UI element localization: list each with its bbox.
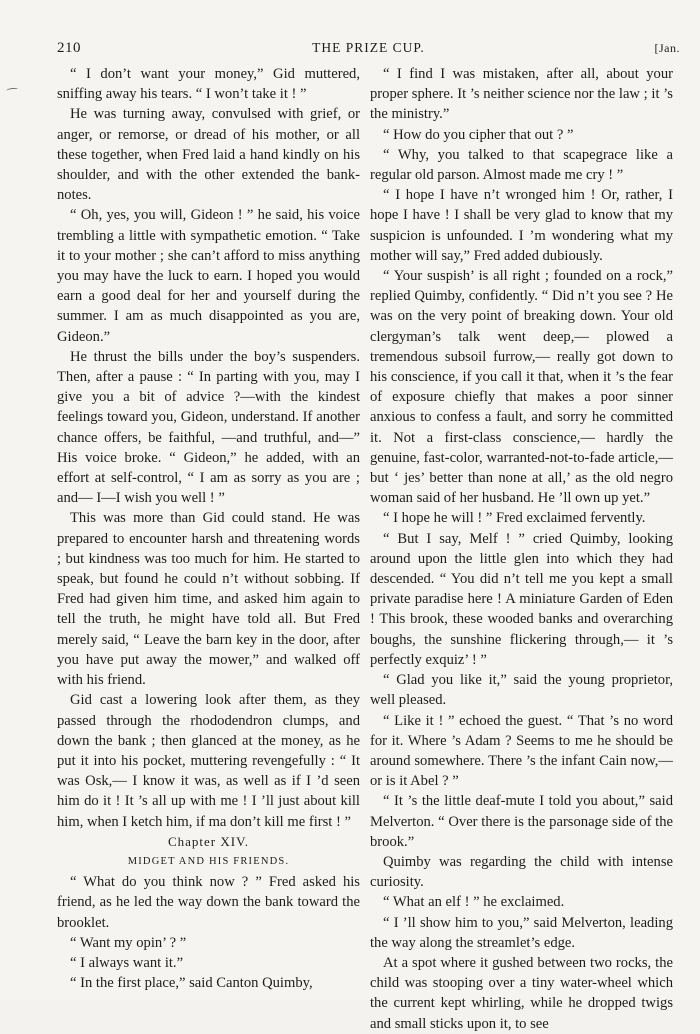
paragraph: “ Why, you talked to that scapegrace like a regular old parson. Almost made me cry ! ” (370, 146, 673, 184)
paragraph: “ Oh, yes, you will, Gideon ! ” he said, his voice trembling a little with sympathetic emotion. “ Take it to your mother ; she can’t afford to miss anything you may have the luck to earn. I hoped you would earn a good deal for her and yourself during the summer. I am as much disappointed as you are, Gideon.” (57, 207, 360, 345)
paragraph: At a spot where it gushed between two rocks, the child was stooping over a tiny water-wheel which the current kept whirling, while he dropped twigs and small sticks upon it, to see (370, 954, 673, 1032)
left-column (57, 64, 360, 993)
paragraph: “ What an elf ! ” he exclaimed. (383, 894, 565, 911)
paragraph: “ I hope I have n’t wronged him ! Or, rather, I hope I have ! I shall be very glad to know that my suspicion is unfounded. I ’m wondering what my mother will say,” Fred added dubiously. (370, 187, 673, 264)
paragraph: Gid cast a lowering look after them, as they passed through the rhododendron clumps, and down the bank ; then glanced at the money, as he put it into his pocket, muttering revengefully : “ It was Osk,— I know it was, as well as if I ’d seen him do it ! It ’s all up with me ! I ’ll just about kill him, when I ketch him, if ma don’t kill me first ! ” (57, 692, 360, 830)
paragraph: “ But I say, Melf ! ” cried Quimby, looking around upon the little glen into which they had descended. “ You did n’t tell me you kept a small private paradise here ! A miniature Garden of Eden ! This brook, these wooded banks and overarching boughs, the sunshine flickering through,— it ’s perfectly exquiz’ ! ” (370, 530, 673, 668)
paragraph: “ How do you cipher that out ? ” (383, 126, 574, 143)
page-number: 210 (57, 40, 81, 56)
paragraph: He was turning away, convulsed with grief, or anger, or remorse, or dread of his mother, or all these together, when Fred laid a hand kindly on his shoulder, and with the other extended the bank-notes. (57, 106, 360, 204)
margin-pencil-mark (6, 87, 18, 93)
paragraph: “ In the first place,” said Canton Quimby, (70, 975, 313, 992)
paragraph: “ Glad you like it,” said the young proprietor, well pleased. (370, 672, 673, 709)
running-title: THE PRIZE CUP. (312, 40, 425, 55)
paragraph: He thrust the bills under the boy’s suspenders. Then, after a pause : “ In parting with you, may I give you a bit of advice ?—with the kindest feelings toward you, Gideon, understand. If another chance offers, be faithful, —and truthful, and—” His voice broke. “ Gideon,” he added, with an effort at self-control, “ I am as sorry as you are ; and— I—I wish you well ! ” (57, 348, 360, 507)
running-month: [Jan. (654, 41, 680, 55)
paragraph: “ It ’s the little deaf-mute I told you about,” said Melverton. “ Over there is the parsonage side of the brook.” (370, 793, 673, 850)
paragraph: “ What do you think now ? ” Fred asked his friend, as he led the way down the bank toward the brooklet. (57, 874, 360, 931)
paragraph: “ Want my opin’ ? ” (70, 934, 187, 951)
paragraph: “ I hope he will ! ” Fred exclaimed fervently. (383, 510, 646, 527)
paragraph: This was more than Gid could stand. He was prepared to encounter harsh and threatening words ; but kindness was too much for him. He started to speak, but found he could n’t without sobbing. If Fred had given him time, and asked him again to tell the truth, he might have told all. But Fred merely said, “ Leave the barn key in the door, after you have put away the mower,” and walked off with his friend. (57, 510, 360, 689)
paragraph: “ Like it ! ” echoed the guest. “ That ’s no word for it. Where ’s Adam ? Seems to me he should be around somewhere. There ’s the infant Cain now,—or is it Abel ? ” (370, 712, 673, 790)
paragraph: “ Your suspish’ is all right ; founded on a rock,” replied Quimby, confidently. “ Did n’t you see ? He was on the very point of breaking down. Your old clergyman’s talk went deep,— plowed a tremendous subsoil furrow,— really got down to his conscience, if you call it that, when it ’s the fear of exposure chiefly that makes a poor sinner anxious to confess a fault, and sorry he committed it. Not a first-class conscience,— hardly the genuine, fast-color, warranted-not-to-fade article,— but ‘ jes’ better than none at all,’ as the old negro woman said of her husband. He ’ll own up yet.” (370, 268, 673, 507)
paragraph: “ I find I was mistaken, after all, about your proper sphere. It ’s neither science nor the law ; it ’s the ministry.” (370, 66, 673, 123)
chapter-heading: Chapter XIV. (167, 833, 250, 849)
paragraph: “ I always want it.” (70, 954, 184, 971)
running-head (57, 40, 680, 60)
chapter-subtitle: MIDGET AND HIS FRIENDS. (127, 855, 290, 867)
paragraph: “ I ’ll show him to you,” said Melverton, leading the way along the streamlet’s edge. (370, 914, 673, 951)
paragraph: Quimby was regarding the child with intense curiosity. (370, 853, 673, 891)
paragraph: “ I don’t want your money,” Gid muttered, sniffing away his tears. “ I won’t take it ! ” (57, 66, 360, 103)
right-column (370, 64, 673, 1034)
